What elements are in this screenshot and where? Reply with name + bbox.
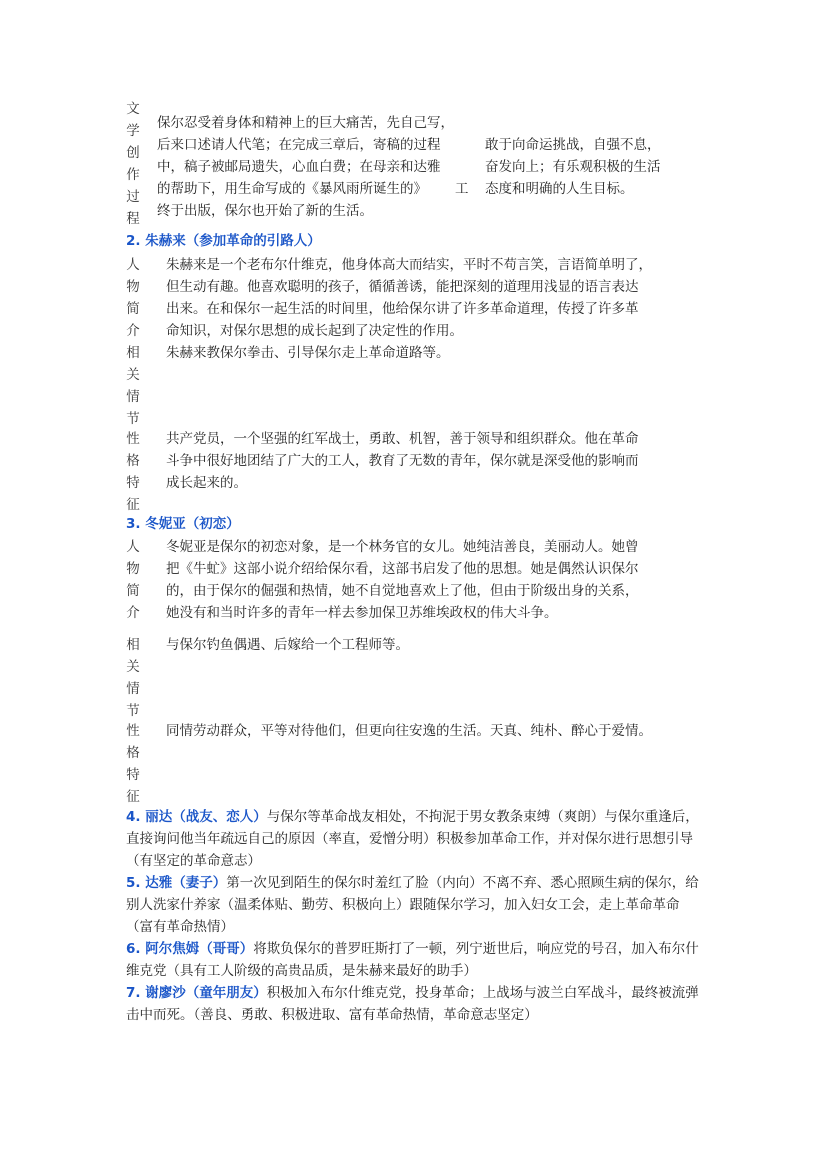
text-line: 中，稿子被邮局遗失，心血白费；在母亲和达雅 [157,159,441,175]
item-title: 4. 丽达（战友、恋人） [126,809,267,825]
label-char: 关 [126,659,140,675]
label-char: 特 [126,767,140,783]
item-title: 6. 阿尔焦姆（哥哥） [126,941,254,957]
item-text: 与保尔等革命战友相处，不拘泥于男女教条束缚（爽朗）与保尔重逢后，直接询问他当年疏远自己的原因（率直，爱憎分明）积极参加革命工作，并对保尔进行思想引导（有坚定的革命意志） [126,809,699,869]
item-5 [126,872,704,938]
section3-title: 3. 冬妮亚（初恋） [126,516,240,532]
work-label: 工 [455,181,469,197]
label-char: 简 [126,583,140,599]
text-line: 她没有和当时许多的青年一样去参加保卫苏维埃政权的伟大斗争。 [166,605,558,621]
label-char: 介 [126,605,140,621]
label-char: 节 [126,703,140,719]
text-line: 成长起来的。 [166,475,247,491]
label-char: 简 [126,301,140,317]
text-line: 终于出版，保尔也开始了新的生活。 [157,203,373,219]
label-char: 介 [126,323,140,339]
label-char: 性 [126,431,140,447]
text-line: 出来。在和保尔一起生活的时间里，他给保尔讲了许多革命道理，传授了许多革 [166,301,639,317]
item-6 [126,938,704,982]
label-char: 征 [126,789,140,805]
label-char: 创 [126,145,140,161]
text-line: 把《牛虻》这部小说介绍给保尔看，这部书启发了他的思想。她是偶然认识保尔 [166,561,639,577]
label-char: 特 [126,475,140,491]
section3-plot-label [124,634,142,722]
text-line: 保尔忍受着身体和精神上的巨大痛苦，先自己写， [157,115,454,131]
label-char: 格 [126,745,140,761]
label-char: 征 [126,497,140,513]
section3-trait: 同情劳动群众，平等对待他们，但更向往安逸的生活。天真、纯朴、醉心于爱情。 [166,723,652,739]
label-char: 格 [126,453,140,469]
label-char: 学 [126,123,140,139]
label-char: 节 [126,411,140,427]
section1-label [124,98,142,230]
text-line: 态度和明确的人生目标。 [485,181,634,197]
text-line: 的，由于保尔的倔强和热情，她不自觉地喜欢上了他，但由于阶级出身的关系， [166,583,639,599]
label-char: 人 [126,257,140,273]
text-line: 命知识，对保尔思想的成长起到了决定性的作用。 [166,323,463,339]
section2-title: 2. 朱赫来（参加革命的引路人） [126,233,321,249]
item-text: 第一次见到陌生的保尔时羞红了脸（内向）不离不弃、悉心照顾生病的保尔，给别人洗家什养家（温柔体贴、勤劳、积极向上）跟随保尔学习，加入妇女工会，走上革命革命（富有革命热情） [126,875,699,935]
item-text: 积极加入布尔什维克党，投身革命；上战场与波兰白军战斗，最终被流弹击中而死。（善良、勇敢、积极进取、富有革命热情，革命意志坚定） [126,985,699,1023]
text-line: 的帮助下，用生命写成的《暴风雨所诞生的》 [157,181,427,197]
label-char: 作 [126,167,140,183]
label-char: 相 [126,345,140,361]
label-char: 关 [126,367,140,383]
item-text: 将欺负保尔的普罗旺斯打了一顿，列宁逝世后，响应党的号召，加入布尔什维克党（具有工人阶级的高贵品质，是朱赫来最好的助手） [126,941,699,979]
label-char: 相 [126,637,140,653]
section2-trait-label [124,428,142,516]
section2-intro-label [124,254,142,342]
section3-trait-label [124,720,142,808]
text-line: 奋发向上；有乐观积极的生活 [485,159,661,175]
section3-plot: 与保尔钓鱼偶遇、后嫁给一个工程师等。 [166,637,409,653]
label-char: 物 [126,279,140,295]
text-line: 敢于向命运挑战，自强不息， [485,137,661,153]
text-line: 共产党员，一个坚强的红军战士，勇敢、机智，善于领导和组织群众。他在革命 [166,431,639,447]
label-char: 性 [126,723,140,739]
label-char: 程 [126,211,140,227]
label-char: 人 [126,539,140,555]
label-char: 过 [126,189,140,205]
label-char: 文 [126,101,140,117]
item-title: 7. 谢廖沙（童年朋友） [126,985,267,1001]
text-line: 冬妮亚是保尔的初恋对象，是一个林务官的女儿。她纯洁善良，美丽动人。她曾 [166,539,639,555]
text-line: 朱赫来是一个老布尔什维克，他身体高大而结实，平时不苟言笑，言语简单明了， [166,257,652,273]
label-char: 物 [126,561,140,577]
label-char: 情 [126,389,140,405]
item-4 [126,806,704,872]
label-char: 情 [126,681,140,697]
text-line: 斗争中很好地团结了广大的工人，教育了无数的青年，保尔就是深受他的影响而 [166,453,639,469]
text-line: 后来口述请人代笔；在完成三章后，寄稿的过程 [157,137,441,153]
section2-plot-label [124,342,142,430]
section3-intro-label [124,536,142,624]
item-7 [126,982,704,1026]
section2-plot: 朱赫来教保尔拳击、引导保尔走上革命道路等。 [166,345,450,361]
item-title: 5. 达雅（妻子） [126,875,227,891]
text-line: 但生动有趣。他喜欢聪明的孩子，循循善诱，能把深刻的道理用浅显的语言表达 [166,279,639,295]
